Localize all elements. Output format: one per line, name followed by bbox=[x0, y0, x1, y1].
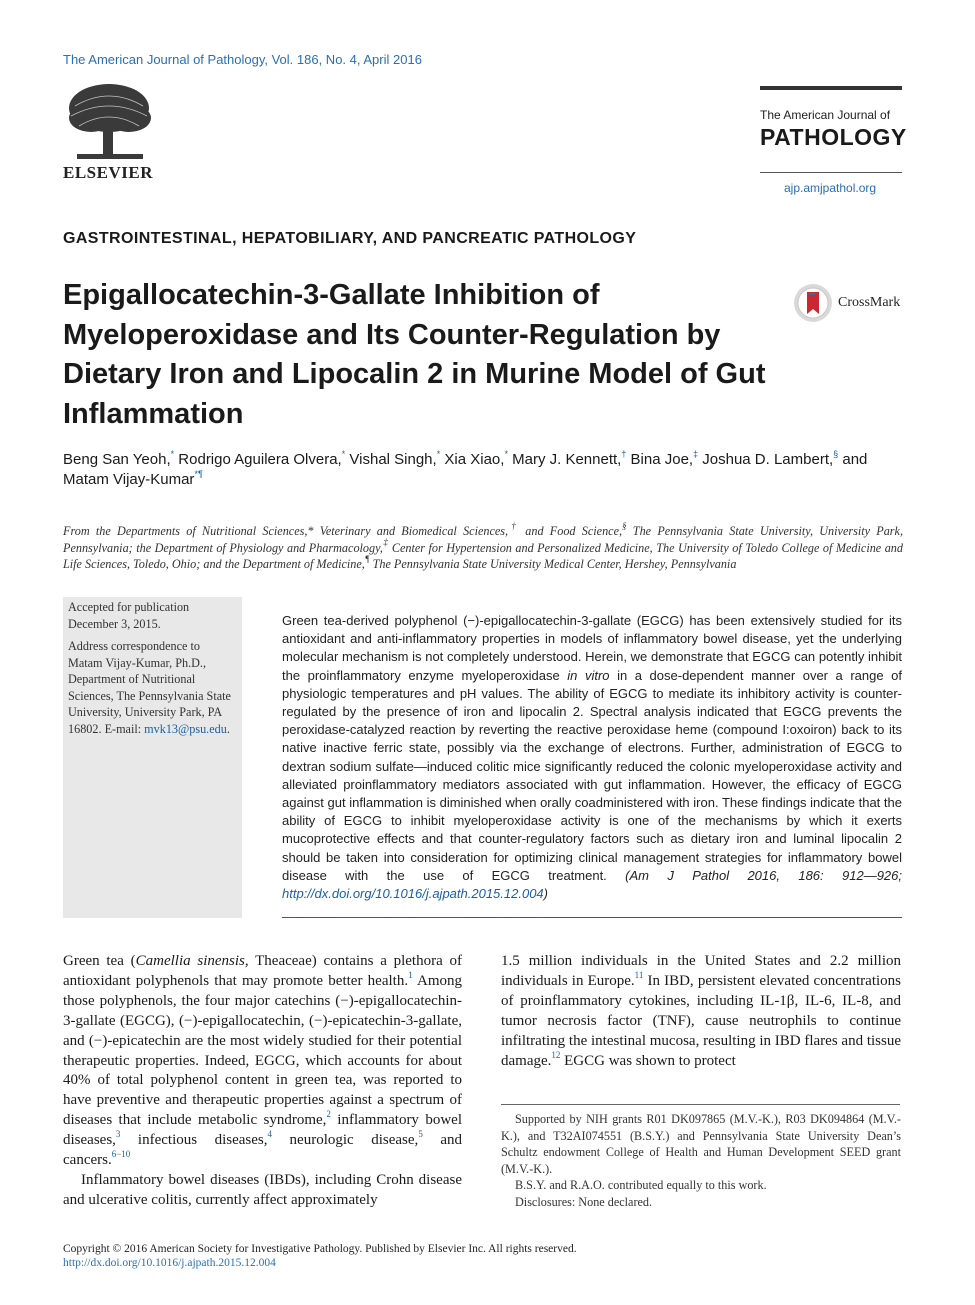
ref-link[interactable]: 4 bbox=[267, 1129, 273, 1140]
abstract-doi-link[interactable]: http://dx.doi.org/10.1016/j.ajpath.2015.12.004 bbox=[282, 886, 544, 902]
ref-link[interactable]: 3 bbox=[115, 1129, 121, 1140]
journal-rule bbox=[760, 86, 902, 90]
journal-url-link[interactable]: ajp.amjpathol.org bbox=[784, 181, 877, 195]
email-link[interactable]: mvk13@psu.edu bbox=[144, 721, 227, 736]
crossmark-label[interactable]: CrossMark bbox=[838, 295, 901, 310]
journal-name-small: The American Journal of bbox=[760, 108, 891, 122]
ref-link[interactable]: 2 bbox=[326, 1109, 331, 1120]
running-head: The American Journal of Pathology, Vol. 186, No. 4, April 2016 bbox=[63, 52, 422, 67]
article-title: Epigallocatechin-3-Gallate Inhibition of Myeloperoxidase and Its Counter-Regulation by Dietary Iron and Lipocalin 2 in Murine Model of Gut Inflammation bbox=[63, 279, 766, 430]
journal-name: PATHOLOGY bbox=[760, 124, 907, 150]
article-info-content bbox=[68, 599, 236, 743]
ref-link[interactable]: 12 bbox=[551, 1049, 561, 1060]
author: and Matam Vijay-Kumar*¶ bbox=[63, 451, 868, 488]
body-column-1 bbox=[63, 952, 462, 1211]
journal-rule-thin bbox=[760, 172, 902, 173]
funding-note: Supported by NIH grants R01 DK097865 (M.V.-K.), R03 DK094864 (M.V.-K.), and T32AI074551 (B.S.Y.) and Pennsylvania State University Dean’s Schultz endowment College of Health and Human Development SEED grant (M.V.-K.). bbox=[501, 1112, 901, 1176]
body-paragraph: Green tea (Camellia sinensis, Theaceae) contains a plethora of antioxidant polyphenols that may promote better health.$^1$ Among those polyphenols, the four major catechins (−)-epigallocatechin-3-gallate (EGCG), (−)-epigallocatechin, (−)-epicatechin-3-gallate, and (−)-epicatechin are the most widely studied for their potential therapeutic properties. Indeed, EGCG, which accounts for about 40% of total polyphenol content in green tea, was reported to have preventive and therapeutic properties against a spectrum of diseases that include metabolic syndrome,$^2$ inflammatory bowel diseases,$^3$ infectious diseases,$^4$ neurologic disease,$^5$ and cancers.$^{6-10}$ bbox=[63, 953, 462, 1169]
body-paragraph: Inflammatory bowel diseases (IBDs), including Crohn disease and ulcerative colitis, currently affect approximately bbox=[63, 1171, 462, 1208]
publisher-name: ELSEVIER bbox=[63, 163, 153, 182]
section-heading: GASTROINTESTINAL, HEPATOBILIARY, AND PANCREATIC PATHOLOGY bbox=[63, 230, 637, 247]
ref-link[interactable]: 5 bbox=[418, 1129, 423, 1140]
author: Mary J. Kennett,† bbox=[512, 449, 627, 468]
author: Bina Joe,‡ bbox=[630, 449, 699, 468]
correspondence: Address correspondence to Matam Vijay-Kumar, Ph.D., Department of Nutritional Sciences, The Pennsylvania State University, University Park, PA 16802. E-mail: mvk13@psu.edu. bbox=[68, 639, 231, 736]
ref-link[interactable]: 1 bbox=[408, 969, 413, 980]
abstract: Green tea-derived polyphenol (−)-epigallocatechin-3-gallate (EGCG) has been extensively studied for its antioxidant and anti-inflammatory properties in models of inflammatory bowel disease, yet the underlying molecular mechanism is not completely understood. Herein, we demonstrate that EGCG can potently inhibit the proinflammatory enzyme myeloperoxidase in vitro in a dose-dependent manner over a range of physiologic temperatures and pH values. The ability of EGCG to mediate its inhibitory activity is counter-regulated by the presence of iron and lipocalin 2. Spectral analysis indicated that EGCG prevents the peroxidase-catalyzed reaction by reverting the reactive peroxidase heme (compound I:oxoiron) back to its native inactive ferric state, possibly via the exchange of electrons. Further, administration of EGCG to dextran sodium sulfate—induced colitic mice significantly reduced the colonic myeloperoxidase activity and alleviated proinflammatory mediators associated with gut inflammation. However, the efficacy of EGCG against gut inflammation is diminished when orally coadministered with iron. These findings indicate that the ability of EGCG to inhibit myeloperoxidase activity is one of the mechanisms by which it exerts mucoprotective effects and that counter-regulatory factors such as dietary iron and luminal lipocalin 2 should be taken into consideration for optimizing clinical management strategies for inflammatory bowel disease with the use of EGCG treatment. (Am J Pathol 2016, 186: 912—926; http://dx.doi.org/10.1016/j.ajpath.2015.12.004) bbox=[282, 613, 903, 902]
ref-link[interactable]: 11 bbox=[634, 969, 644, 980]
footnotes bbox=[501, 1111, 901, 1210]
disclosures-note: Disclosures: None declared. bbox=[515, 1194, 653, 1209]
affiliations: From the Departments of Nutritional Sciences,* Veterinary and Biomedical Sciences,† and Food Science,§ The Pennsylvania State University, University Park, Pennsylvania; the Department of Physiology and Pharmacology,‡ Center for Hypertension and Personalized Medicine, The University of Toledo College of Medicine and Life Sciences, Toledo, Ohio; and the Department of Medicine,¶ The Pennsylvania State University Medical Center, Hershey, Pennsylvania bbox=[63, 520, 904, 571]
author: Rodrigo Aguilera Olvera,* bbox=[178, 449, 346, 468]
copyright: Copyright © 2016 American Society for Investigative Pathology. Published by Elsevier Inc. All rights reserved. bbox=[63, 1243, 577, 1255]
author-list bbox=[63, 450, 903, 490]
author: Vishal Singh,* bbox=[349, 449, 441, 468]
body-column-2: 1.5 million individuals in the United States and 2.2 million individuals in Europe.$^{11}$ In IBD, persistent elevated concentrations of proinflammatory cytokines, including IL-1β, IL-6, IL-8, and tumor necrosis factor (TNF), cause neutrophils to continue infiltrating the intestinal mucosa, resulting in IBD flares and tissue damage.$^{12}$ EGCG was shown to protect bbox=[501, 953, 901, 1069]
footer-doi-link[interactable]: http://dx.doi.org/10.1016/j.ajpath.2015.12.004 bbox=[63, 1257, 276, 1269]
ref-link[interactable]: 6−10 bbox=[111, 1149, 131, 1160]
footnote-divider bbox=[501, 1104, 900, 1105]
abstract-divider bbox=[282, 917, 902, 918]
equal-contribution-note: B.S.Y. and R.A.O. contributed equally to this work. bbox=[515, 1178, 767, 1192]
author: Beng San Yeoh,* bbox=[63, 449, 175, 468]
author: Xia Xiao,* bbox=[444, 449, 508, 468]
accepted-date: Accepted for publication December 3, 2015. bbox=[68, 600, 190, 631]
author: Joshua D. Lambert,§ bbox=[702, 449, 839, 468]
